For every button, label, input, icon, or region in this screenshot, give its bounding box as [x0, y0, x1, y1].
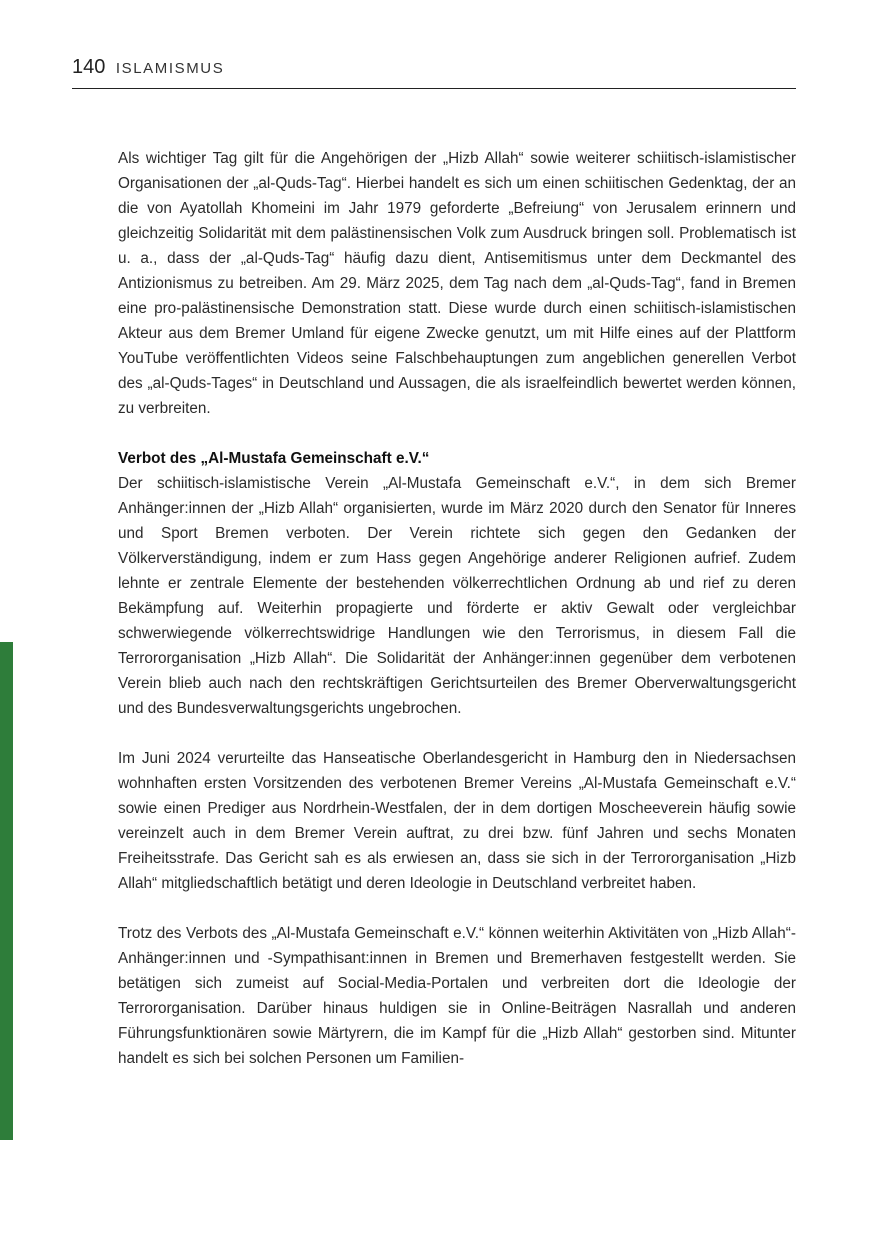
- paragraph-urteil: Im Juni 2024 verurteilte das Hanseatische Oberlandesgericht in Hamburg den in Niedersachsen wohnhaften ersten Vorsitzenden des verbotenen Bremer Vereins „Al-Mustafa Gemeinschaft e.V.“ sowie einen Prediger aus Nordrhein-Westfalen, der in dem dortigen Moscheeverein häufig sowie vereinzelt auch in dem Bremer Verein auftrat, zu drei bzw. fünf Jahren und sechs Monaten Freiheitsstrafe. Das Gericht sah es als erwiesen an, dass sie sich in der Terrororganisation „Hizb Allah“ mitgliedschaftlich betätigt und deren Ideologie in Deutschland verbreitet haben.: [118, 750, 796, 892]
- page-header: [72, 56, 796, 89]
- paragraph-verbot: Der schiitisch-islamistische Verein „Al-Mustafa Gemeinschaft e.V.“, in dem sich Bremer Anhänger:innen der „Hizb Allah“ organisierten, wurde im März 2020 durch den Senator für Inneres und Sport Bremen verboten. Der Verein richtete sich gegen den Gedanken der Völkerverständigung, indem er zum Hass gegen Angehörige anderer Religionen aufrief. Zudem lehnte er zentrale Elemente der bestehenden völkerrechtlichen Ordnung ab und rief zu deren Bekämpfung auf. Weiterhin propagierte und förderte er aktiv Gewalt oder vergleichbar schwerwiegende völkerrechtswidrige Handlungen wie den Terrorismus, in diesem Fall die Terrororganisation „Hizb Allah“. Die Solidarität der Anhänger:innen gegenüber dem verbotenen Verein blieb auch nach den rechtskräftigen Gerichtsurteilen des Bremer Oberverwaltungsgericht und des Bundesverwaltungsgerichts ungebrochen.: [118, 475, 796, 717]
- page-number: 140: [72, 56, 106, 78]
- body-text: [118, 146, 796, 1071]
- paragraph-aktivitaeten: Trotz des Verbots des „Al-Mustafa Gemeinschaft e.V.“ können weiterhin Aktivitäten von „Hizb Allah“-Anhänger:innen und -Sympathisant:innen in Bremen und Bremerhaven festgestellt werden. Sie betätigen sich zumeist auf Social-Media-Portalen und verbreiten dort die Ideologie der Terrororganisation. Darüber hinaus huldigen sie in Online-Beiträgen Nasrallah und anderen Führungsfunktionären sowie Märtyrern, die im Kampf für die „Hizb Allah“ gestorben sind. Mitunter handelt es sich bei solchen Personen um Familien-: [118, 925, 796, 1067]
- section-color-bar: [0, 642, 13, 1140]
- section-heading: Verbot des „Al-Mustafa Gemeinschaft e.V.“: [118, 450, 430, 467]
- paragraph-al-quds-tag: Als wichtiger Tag gilt für die Angehörigen der „Hizb Allah“ sowie weiterer schiitisch-islamistischer Organisationen der „al-Quds-Tag“. Hierbei handelt es sich um einen schiitischen Gedenktag, der an die von Ayatollah Khomeini im Jahr 1979 geforderte „Befreiung“ von Jerusalem erinnern und gleichzeitig Solidarität mit dem palästinensischen Volk zum Ausdruck bringen soll. Problematisch ist u. a., dass der „al-Quds-Tag“ häufig dazu dient, Antisemitismus unter dem Deckmantel des Antizionismus zu betreiben. Am 29. März 2025, dem Tag nach dem „al-Quds-Tag“, fand in Bremen eine pro-palästinensische Demonstration statt. Diese wurde durch einen schiitisch-islamistischen Akteur aus dem Bremer Umland für eigene Zwecke genutzt, um mit Hilfe eines auf der Plattform YouTube veröffentlichten Videos seine Falschbehauptungen zum angeblichen generellen Verbot des „al-Quds-Tages“ in Deutschland und Aussagen, die als israelfeindlich bewertet werden können, zu verbreiten.: [118, 150, 796, 417]
- running-title: ISLAMISMUS: [115, 60, 225, 77]
